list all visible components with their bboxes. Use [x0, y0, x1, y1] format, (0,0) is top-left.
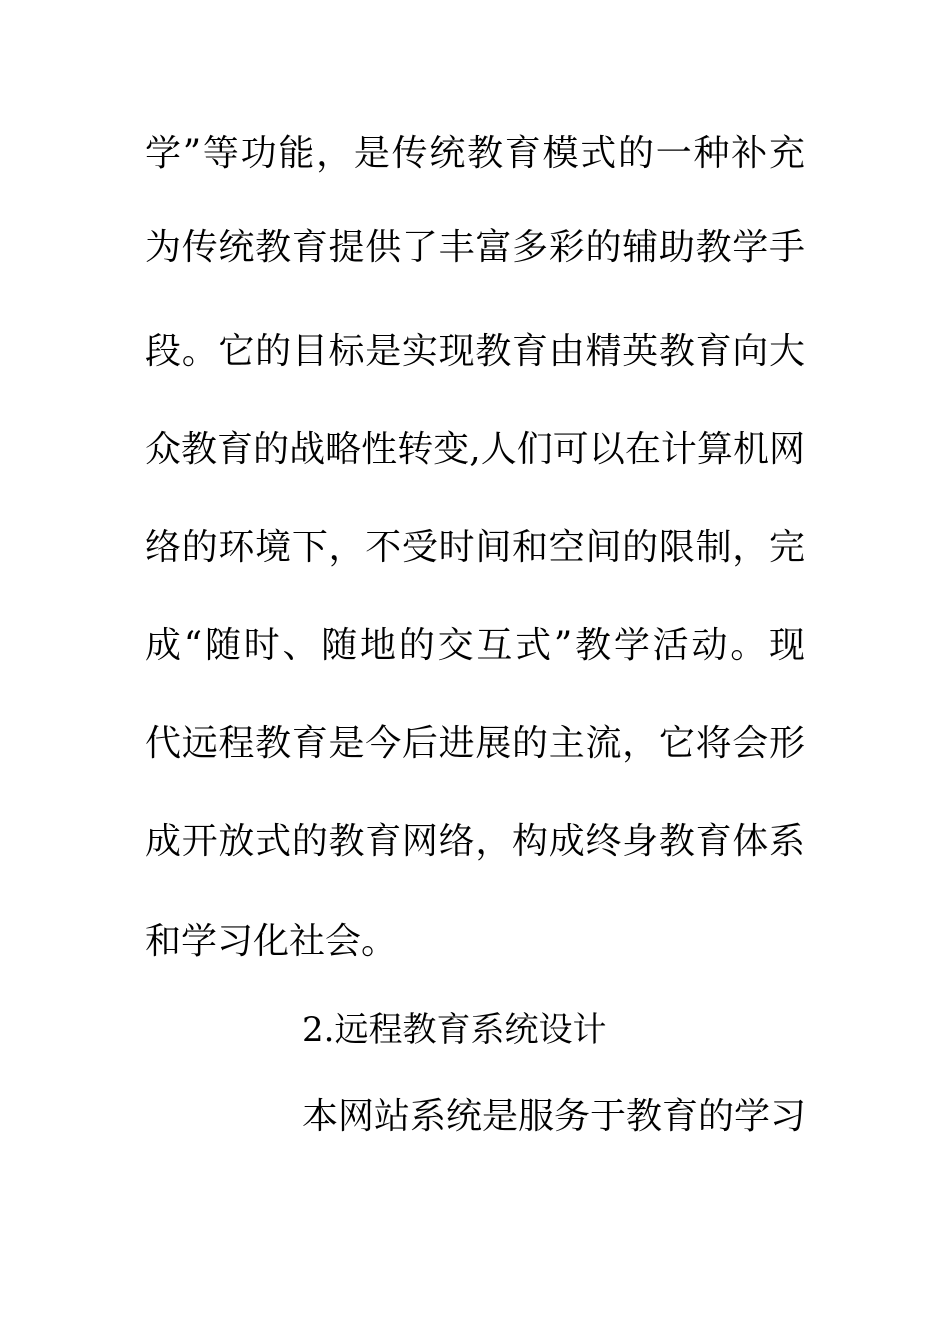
body-text-line: 学”等功能，是传统教育模式的一种补充	[145, 133, 805, 174]
body-text-line: 众教育的战略性转变,人们可以在计算机网	[145, 429, 805, 470]
body-text-line: 和学习化社会。	[145, 921, 398, 962]
section-heading: 2.远程教育系统设计	[302, 1010, 607, 1050]
body-text-line: 络的环境下，不受时间和空间的限制，完	[145, 527, 805, 568]
body-text-line: 代远程教育是今后进展的主流，它将会形	[145, 723, 805, 764]
paragraph-first-line: 本网站系统是服务于教育的学习	[302, 1096, 807, 1137]
body-text-line: 为传统教育提供了丰富多彩的辅助教学手	[145, 227, 805, 268]
body-text-line: 成开放式的教育网络，构成终身教育体系	[145, 821, 805, 862]
body-text-line: 段。它的目标是实现教育由精英教育向大	[145, 331, 805, 372]
body-text-line: 成“随时、随地的交互式”教学活动。现	[145, 625, 805, 666]
